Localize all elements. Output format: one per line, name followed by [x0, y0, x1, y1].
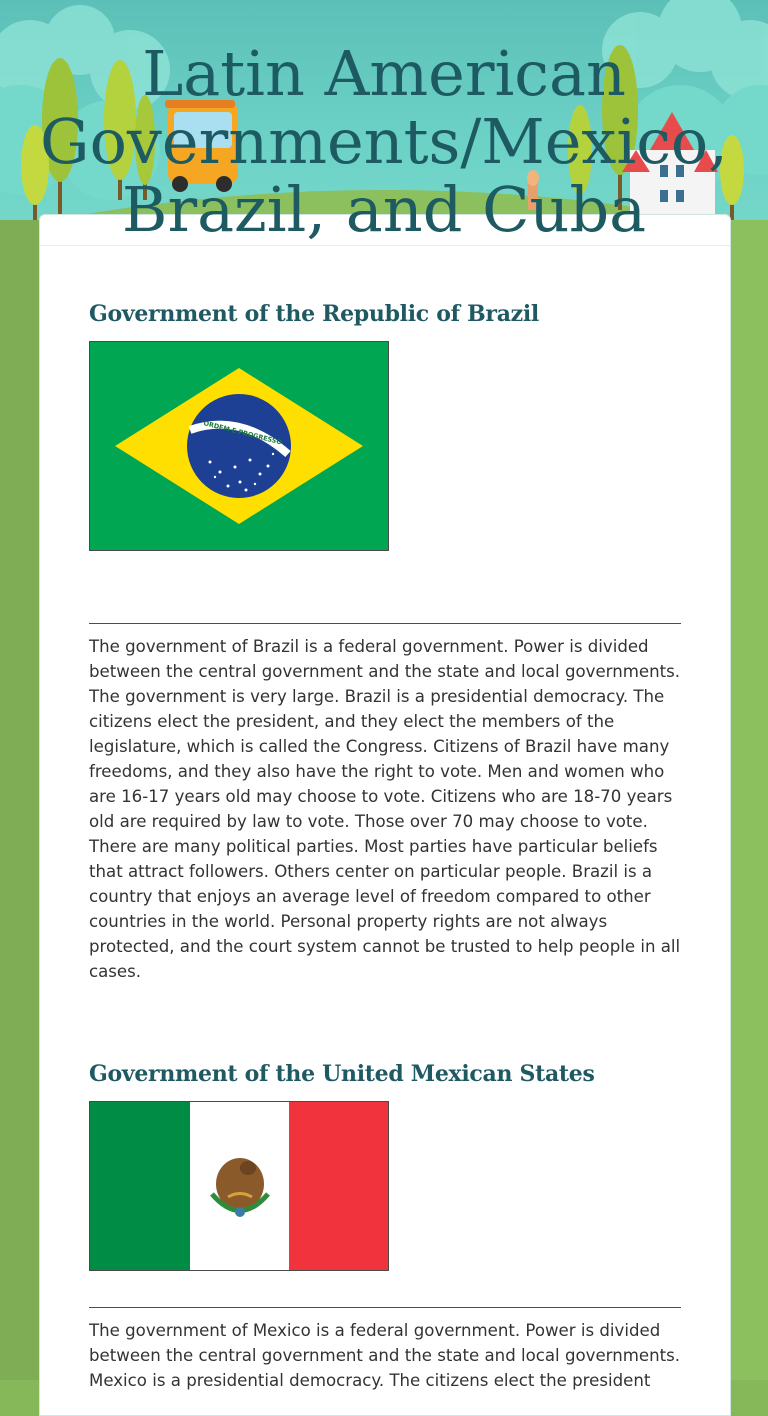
- page-title: Latin American Governments/Mexico, Brazil, and Cuba: [40, 37, 728, 246]
- right-grass-band: [728, 220, 768, 1380]
- brazil-flag-image: [89, 341, 389, 551]
- content-card: [39, 214, 731, 1416]
- left-grass-band: [0, 220, 40, 1380]
- section-body-mexico: The government of Mexico is a federal government. Power is divided between the central government and the state and local governments. Mexico is a presidential democracy. The citizens elect the president: [89, 1321, 681, 1390]
- flag-motto: ORDEM E PROGRESSO: [202, 419, 283, 447]
- section-body-brazil: The government of Brazil is a federal government. Power is divided between the central government and the state and local governments. The government is very large. Brazil is a presidential democracy. The citizens elect the president, and they elect the members of the legislature, which is called the Congress. Citizens of Brazil have many freedoms, and they also have the right to vote. Men and women who are 16-17 years old may choose to vote. Citizens who are 18-70 years old are required by law to vote. Those over 70 may choose to vote. There are many political parties. Most parties have particular beliefs that attract followers. Others center on particular people. Brazil is a country that enjoys an average level of freedom compared to other countries in the world. Personal property rights are not always protected, and the court system cannot be trusted to help people in all cases.: [89, 637, 681, 981]
- section-heading-brazil: Government of the Republic of Brazil: [89, 301, 539, 327]
- section-divider: [89, 1307, 681, 1308]
- mexico-flag-icon: [90, 1102, 388, 1270]
- mexico-flag-image: [89, 1101, 389, 1271]
- section-divider: [89, 623, 681, 624]
- brazil-flag-icon: [90, 342, 388, 550]
- section-heading-mexico: Government of the United Mexican States: [89, 1061, 595, 1087]
